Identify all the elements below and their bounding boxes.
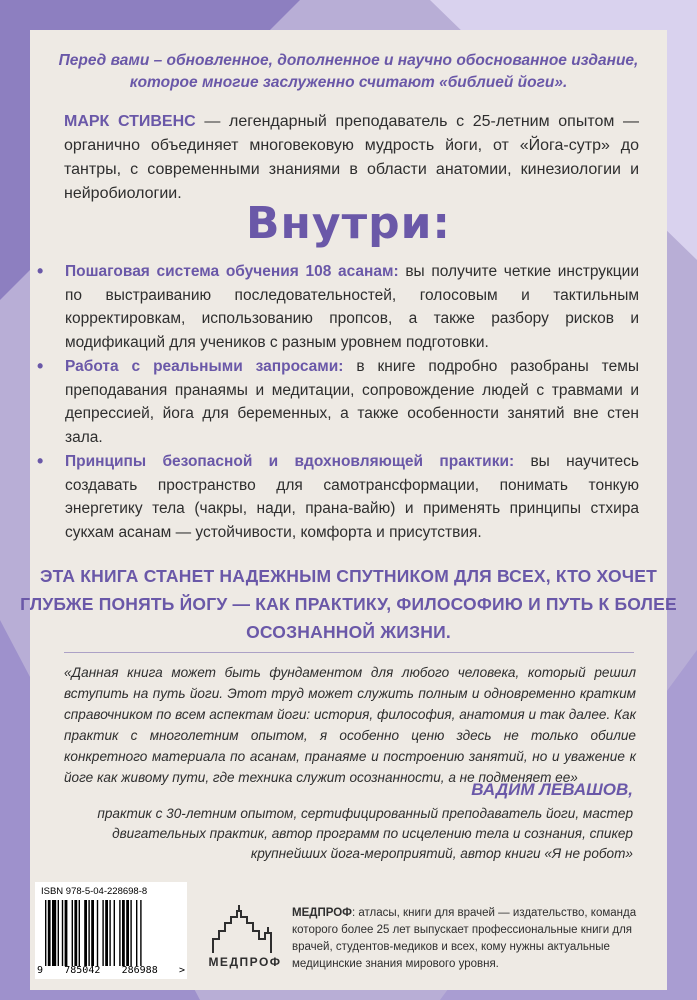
publisher-description — [292, 905, 639, 973]
barcode-bar — [102, 900, 103, 966]
isbn-text: ISBN 978-5-04-228698-8 — [41, 886, 148, 897]
barcode-bar — [84, 900, 87, 966]
author-paragraph — [64, 110, 639, 206]
barcode-bar — [65, 900, 68, 966]
barcode-bar — [72, 900, 73, 966]
barcode-bar — [136, 900, 137, 966]
review-author-credentials: практик с 30-летним опытом, сертифицированный преподаватель йоги, мастер двигательных практик, автор программ по исцелению тела и сознания, спикер крупнейших йога-мероприятий, автор книги «Я не робот» — [97, 806, 633, 861]
bullet-text: вы получите четкие инструкции по выстраиванию последовательностей, голосовым и тактильным корректировкам, использованию пропсов, а также разбору рисков и модификаций для учеников с разным уровнем подготовки. — [65, 263, 639, 351]
bullet-item — [37, 260, 639, 354]
barcode-bar — [126, 900, 129, 966]
barcode-bar — [130, 900, 131, 966]
barcode — [35, 882, 187, 979]
bullet-text: в книге подробно разобраны темы преподавания пранаямы и медитации, сопровождение людей с травмами и депрессией, йога для беременных, а также особенности занятий вне стен зала. — [65, 358, 640, 446]
intro-text: Перед вами – обновленное, дополненное и научно обоснованное издание, которое многие заслуженно считают «библией йоги». — [58, 52, 639, 91]
barcode-bar — [74, 900, 77, 966]
publisher-logo-text: МЕДПРОФ — [208, 955, 282, 969]
barcode-bar — [79, 900, 80, 966]
bullet-icon: • — [37, 356, 44, 376]
bullet-item — [37, 450, 639, 544]
barcode-bar — [58, 900, 59, 966]
bullet-title: Принципы безопасной и вдохновляющей практики: — [65, 453, 515, 470]
barcode-bar — [119, 900, 120, 966]
barcode-bar — [109, 900, 110, 966]
barcode-digit-group: 785042 — [64, 965, 101, 976]
barcode-bar — [91, 900, 94, 966]
publisher-name: МЕДПРОФ — [292, 907, 352, 919]
barcode-bar — [122, 900, 125, 966]
bullet-icon: • — [37, 451, 44, 471]
bullet-title: Пошаговая система обучения 108 асанам: — [65, 263, 399, 280]
barcode-digit-group: 9 — [37, 965, 44, 976]
barcode-bar — [88, 900, 89, 966]
publisher-text: : атласы, книги для врачей — издательство, команда которого более 25 лет выпускает профессиональные книги для врачей, студентов-медиков и всех, кому нужны актуальные медицинские знания мирового уровня. — [292, 907, 637, 970]
author-name: МАРК СТИВЕНС — [64, 113, 196, 130]
review-quote: «Данная книга может быть фундаментом для любого человека, который решил вступить на путь йоги. Этот труд может служить полным и одновременно кратким справочником по всем аспектам йоги: история, философия, анатомия и так далее. Как практик с многолетним опытом, я особенно ценю здесь не только обилие конкретного материала по асанам, пранаяме и построению занятий, но и уважение к йоге как живому пути, где техника служит осознанности, а не подменяет ее» — [64, 665, 636, 785]
barcode-bar — [45, 900, 46, 966]
bullet-text: вы научитесь создавать пространство для самотрансформации, понимать тонкую энергетику тела (чакры, нади, прана-вайю) и применять принципы стхира сукхам асанам — устойчивости, комфорта и присутствия. — [65, 453, 639, 541]
barcode-bar — [48, 900, 51, 966]
bullet-item — [37, 355, 639, 449]
barcode-bar — [62, 900, 63, 966]
barcode-bar — [140, 900, 141, 966]
barcode-bar — [105, 900, 108, 966]
bullet-title: Работа с реальными запросами: — [65, 358, 344, 375]
barcode-digit-group: > — [178, 965, 185, 976]
bullet-icon: • — [37, 261, 44, 281]
barcode-bar — [52, 900, 56, 966]
tagline: ЭТА КНИГА СТАНЕТ НАДЕЖНЫМ СПУТНИКОМ ДЛЯ ВСЕХ, КТО ХОЧЕТ ГЛУБЖЕ ПОНЯТЬ ЙОГУ — КАК ПРАКТИКУ, ФИЛОСОФИЮ И ПУТЬ К БОЛЕЕ ОСОЗНАННОЙ ЖИЗНИ. — [20, 566, 677, 642]
barcode-bar — [97, 900, 98, 966]
inside-heading: Внутри: — [245, 198, 452, 249]
divider — [64, 652, 634, 653]
review-author: ВАДИМ ЛЕВАШОВ, — [471, 780, 633, 799]
author-description: — легендарный преподаватель с 25-летним опытом — органично объединяет многовековую мудрость йоги, от «Йога-сутр» до тантры, с современными знаниями в области анатомии, кинезиологии и нейробиологии. — [64, 113, 639, 202]
barcode-digit-group: 286988 — [121, 965, 158, 976]
barcode-bar — [114, 900, 115, 966]
barcode-digits — [37, 965, 185, 976]
barcode-bars — [45, 900, 177, 966]
